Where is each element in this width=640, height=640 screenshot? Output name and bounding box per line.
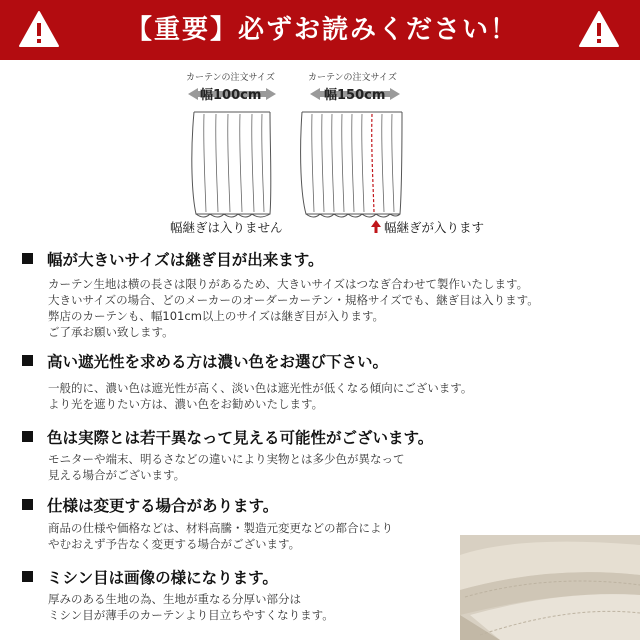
bullet-square-icon	[22, 253, 33, 264]
section-body: モニターや端末、明るさなどの違いにより実物とは多少色が異なって 見える場合がございます。	[48, 452, 405, 482]
diagram-caption: 幅継ぎは入りません	[170, 220, 283, 235]
header-banner	[0, 0, 640, 60]
bullet-square-icon	[22, 571, 33, 582]
section-heading: 幅が大きいサイズは継ぎ目が出来ます。	[22, 248, 324, 270]
section-heading: 仕様は変更する場合があります。	[22, 494, 278, 516]
diagram-caption: 幅継ぎが入ります	[384, 220, 485, 235]
section-body: 一般的に、濃い色は遮光性が高く、淡い色は遮光性が低くなる傾向にございます。 より光を遮りたい方は、濃い色をお勧めいたします。	[48, 381, 473, 411]
bullet-square-icon	[22, 431, 33, 442]
warning-icon	[18, 10, 60, 48]
fabric-stitch-photo	[460, 535, 640, 640]
section-body: 厚みのある生地の為、生地が重なる分厚い部分は ミシン目が薄手のカーテンより目立ちやすくなります。	[48, 592, 334, 622]
section-heading: 色は実際とは若干異なって見える可能性がございます。	[22, 426, 433, 448]
order-size-label: カーテンの注文サイズ	[186, 73, 275, 83]
curtain-diagram-no-seam	[170, 66, 306, 244]
warning-icon	[578, 10, 620, 48]
order-size-label: カーテンの注文サイズ	[308, 73, 397, 83]
section-heading: 高い遮光性を求める方は濃い色をお選び下さい。	[22, 350, 388, 372]
section-body: 商品の仕様や価格などは、材料高騰・製造元変更などの都合により やむおえず予告なく変更する場合がございます。	[48, 521, 393, 551]
width-label: 幅100cm	[200, 88, 262, 103]
bullet-square-icon	[22, 499, 33, 510]
width-label: 幅150cm	[324, 88, 386, 103]
curtain-diagram-with-seam	[296, 66, 496, 244]
section-body: カーテン生地は横の長さは限りがあるため、大きいサイズはつなぎ合わせて製作いたします。 大きいサイズの場合、どのメーカーのオーダーカーテン・規格サイズでも、継ぎ目は入ります。 弊店のカーテンも、幅101cm以上のサイズは継ぎ目が入ります。 ご了承お願い致します。	[48, 277, 539, 339]
bullet-square-icon	[22, 355, 33, 366]
page-title: 【重要】必ずお読みください！	[125, 15, 518, 45]
section-heading: ミシン目は画像の様になります。	[22, 566, 278, 588]
